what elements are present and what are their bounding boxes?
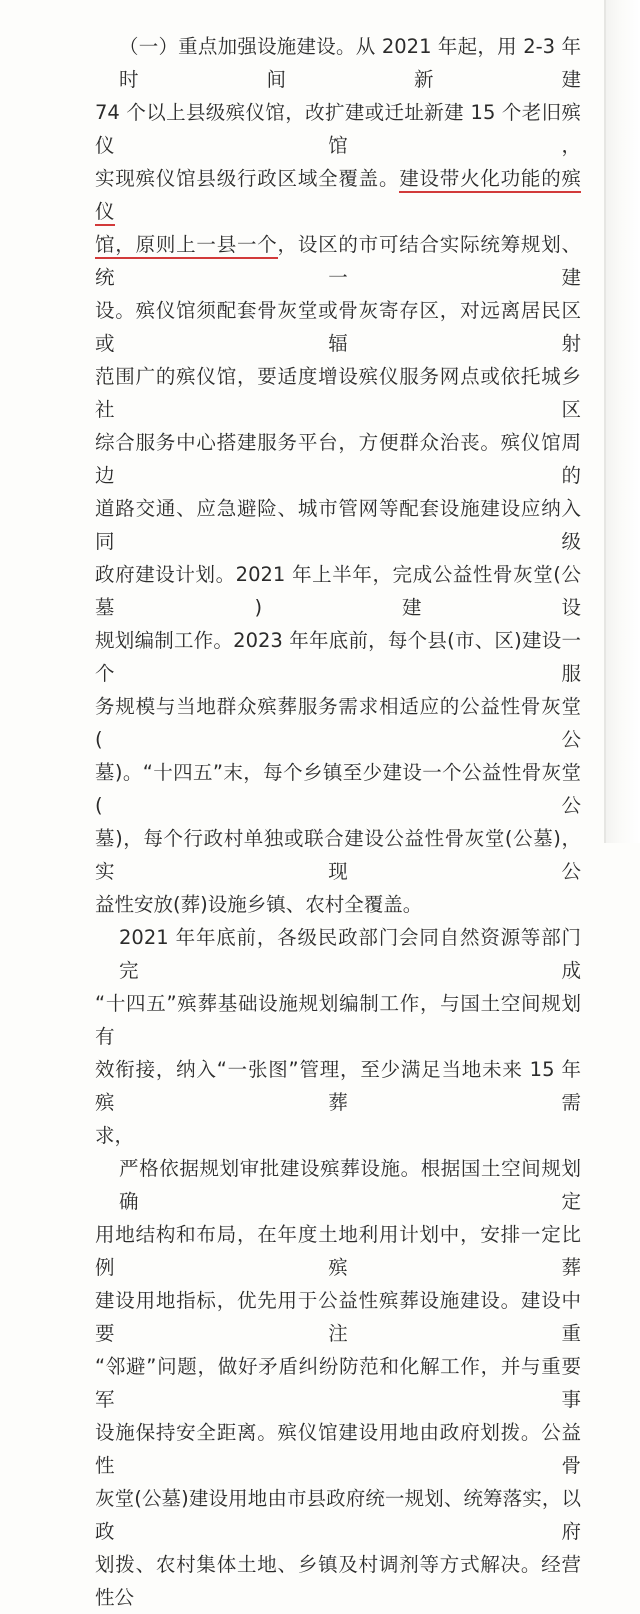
text-segment: 用地结构和布局，在年度土地利用计划中，安排一定比例殡葬 xyxy=(95,1223,581,1279)
text-line xyxy=(95,624,581,690)
text-line xyxy=(95,360,581,426)
text-line xyxy=(95,162,581,228)
text-segment: 实现殡仪馆县级行政区域全覆盖。 xyxy=(95,167,400,190)
scan-edge-shadow xyxy=(606,0,640,843)
paragraph xyxy=(95,1152,581,1614)
text-line xyxy=(95,822,581,888)
text-segment: 74 个以上县级殡仪馆，改扩建或迁址新建 15 个老旧殡仪馆， xyxy=(95,101,581,157)
text-line xyxy=(95,96,581,162)
text-segment: 设。殡仪馆须配套骨灰堂或骨灰寄存区，对远离居民区或辐射 xyxy=(95,299,581,355)
text-line xyxy=(95,1416,581,1482)
text-segment: 益性安放(葬)设施乡镇、农村全覆盖。 xyxy=(95,893,423,916)
text-segment: 严格依据规划审批建设殡葬设施。根据国土空间规划确定 xyxy=(119,1157,581,1213)
red-underlined-text: 馆，原则上一县一个 xyxy=(95,233,278,259)
text-line xyxy=(95,30,581,96)
page-edge-line xyxy=(604,0,606,843)
text-segment: 政府建设计划。2021 年上半年，完成公益性骨灰堂(公墓)建设 xyxy=(95,563,581,619)
text-segment: 墓)，每个行政村单独或联合建设公益性骨灰堂(公墓)，实现公 xyxy=(95,827,581,883)
text-segment: 2021 年年底前，各级民政部门会同自然资源等部门完成 xyxy=(119,926,581,982)
text-segment: 灰堂(公墓)建设用地由市县政府统一规划、统筹落实，以政府 xyxy=(95,1487,581,1543)
text-line xyxy=(95,921,581,987)
text-line xyxy=(95,1152,581,1218)
text-segment: “邻避”问题，做好矛盾纠纷防范和化解工作，并与重要军事 xyxy=(95,1355,581,1411)
text-line xyxy=(95,228,581,294)
text-line xyxy=(95,1548,581,1614)
text-segment: 墓)。“十四五”末，每个乡镇至少建设一个公益性骨灰堂(公 xyxy=(95,761,581,817)
text-line xyxy=(95,1218,581,1284)
text-line xyxy=(95,558,581,624)
text-segment: 综合服务中心搭建服务平台，方便群众治丧。殡仪馆周边的 xyxy=(95,431,581,487)
text-line xyxy=(95,1284,581,1350)
text-line xyxy=(95,756,581,822)
paragraph xyxy=(95,921,581,1152)
red-underlined-text: 建设带火化功能的殡仪 xyxy=(95,167,581,226)
text-line xyxy=(95,1482,581,1548)
text-segment: 建设用地指标，优先用于公益性殡葬设施建设。建设中要注重 xyxy=(95,1289,581,1345)
text-line xyxy=(95,426,581,492)
text-segment: 规划编制工作。2023 年年底前，每个县(市、区)建设一个服 xyxy=(95,629,581,685)
text-segment: （一）重点加强设施建设。从 2021 年起，用 2-3 年时间新建 xyxy=(119,35,581,91)
text-segment: 求， xyxy=(95,1124,135,1147)
text-line xyxy=(95,888,581,921)
text-segment: 划拨、农村集体土地、乡镇及村调剂等方式解决。经营性公 xyxy=(95,1553,581,1609)
text-line xyxy=(95,492,581,558)
text-line xyxy=(95,1350,581,1416)
text-segment: 效衔接，纳入“一张图”管理，至少满足当地未来 15 年殡葬需 xyxy=(95,1058,581,1114)
text-line xyxy=(95,294,581,360)
text-line xyxy=(95,1119,581,1152)
text-segment: ，设区的市可结合实际统筹规划、统一建 xyxy=(95,233,581,289)
text-segment: “十四五”殡葬基础设施规划编制工作，与国土空间规划有 xyxy=(95,992,581,1048)
text-line xyxy=(95,690,581,756)
text-line xyxy=(95,987,581,1053)
text-line xyxy=(95,1053,581,1119)
text-segment: 设施保持安全距离。殡仪馆建设用地由政府划拨。公益性骨 xyxy=(95,1421,581,1477)
text-segment: 范围广的殡仪馆，要适度增设殡仪服务网点或依托城乡社区 xyxy=(95,365,581,421)
text-segment: 务规模与当地群众殡葬服务需求相适应的公益性骨灰堂(公 xyxy=(95,695,581,751)
paragraph xyxy=(95,30,581,921)
text-segment: 道路交通、应急避险、城市管网等配套设施建设应纳入同级 xyxy=(95,497,581,553)
document-page xyxy=(95,30,581,1614)
